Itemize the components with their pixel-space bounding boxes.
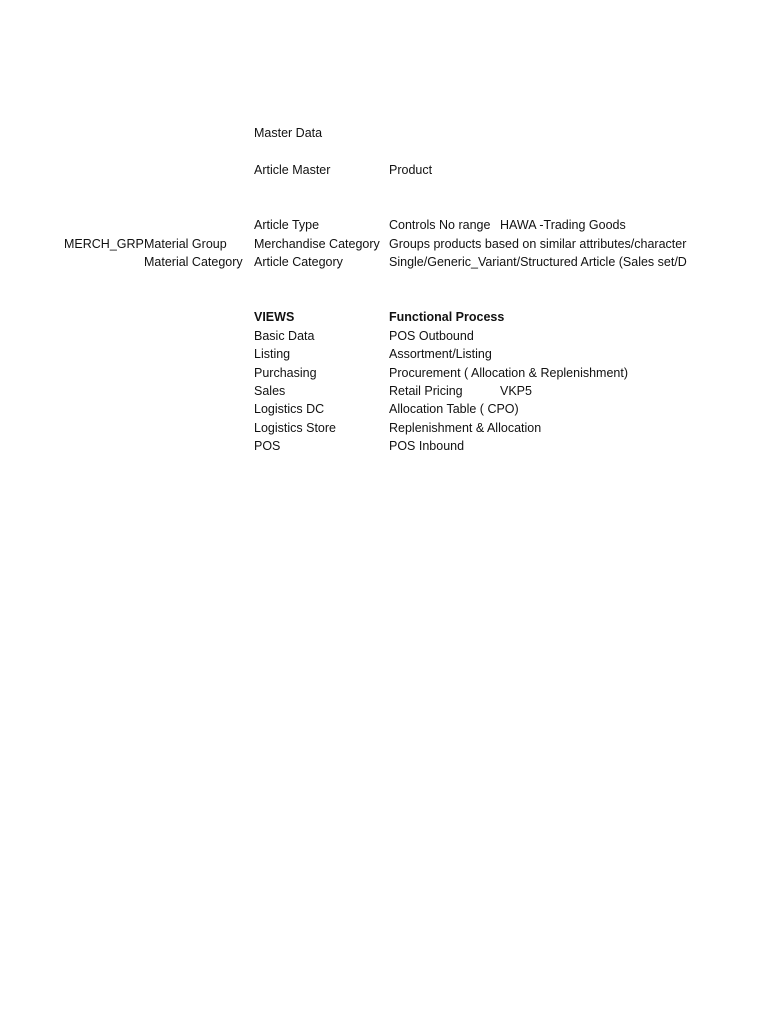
view-logistics-dc: Logistics DC bbox=[254, 402, 325, 416]
merchandise-category-desc: Groups products based on similar attributes/character bbox=[389, 237, 687, 251]
material-category-label: Material Category bbox=[144, 255, 243, 269]
process-retail-pricing: Retail Pricing bbox=[389, 384, 463, 398]
article-type-desc: Controls No range bbox=[389, 218, 491, 232]
article-master-label: Article Master bbox=[254, 163, 331, 177]
article-type-note: HAWA -Trading Goods bbox=[500, 218, 626, 232]
merchandise-category-label: Merchandise Category bbox=[254, 237, 380, 251]
merch-grp-code: MERCH_GRP bbox=[64, 237, 144, 251]
process-allocation-table: Allocation Table ( CPO) bbox=[389, 402, 519, 416]
view-logistics-store: Logistics Store bbox=[254, 421, 336, 435]
view-listing: Listing bbox=[254, 347, 291, 361]
process-replenishment-allocation: Replenishment & Allocation bbox=[389, 421, 542, 435]
master-data-heading: Master Data bbox=[254, 126, 323, 140]
article-type-label: Article Type bbox=[254, 218, 320, 232]
material-group-label: Material Group bbox=[144, 237, 227, 251]
view-pos: POS bbox=[254, 439, 281, 453]
product-label: Product bbox=[389, 163, 433, 177]
article-category-desc: Single/Generic_Variant/Structured Article (Sales set/D bbox=[389, 255, 687, 269]
process-pos-inbound: POS Inbound bbox=[389, 439, 465, 453]
process-pos-outbound: POS Outbound bbox=[389, 329, 474, 343]
functional-process-header: Functional Process bbox=[389, 310, 505, 324]
view-basic-data: Basic Data bbox=[254, 329, 315, 343]
view-purchasing: Purchasing bbox=[254, 366, 317, 380]
vkp5-code: VKP5 bbox=[500, 384, 532, 398]
article-category-label: Article Category bbox=[254, 255, 343, 269]
view-sales: Sales bbox=[254, 384, 286, 398]
views-header: VIEWS bbox=[254, 310, 295, 324]
process-assortment-listing: Assortment/Listing bbox=[389, 347, 492, 361]
process-procurement: Procurement ( Allocation & Replenishment) bbox=[389, 366, 629, 380]
